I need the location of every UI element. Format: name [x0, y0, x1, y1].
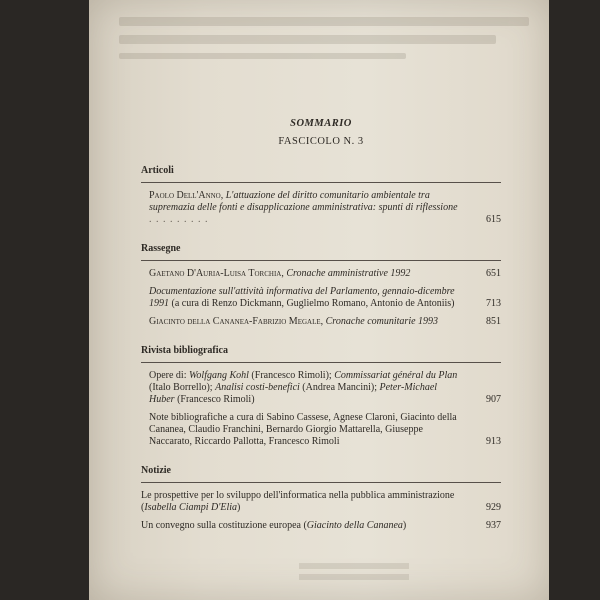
- entry-author: Giacinto della Cananea: [306, 520, 403, 531]
- list-item: Un convegno sulla costituzione europea (Giacinto della Cananea) 937: [141, 520, 501, 531]
- page-subtitle: FASCICOLO N. 3: [278, 136, 364, 147]
- entry-title: Cronache amministrative 1992: [286, 268, 411, 279]
- section-heading: Notizie: [141, 465, 171, 476]
- work-title: Wolfgang Kohl: [189, 370, 249, 381]
- entry-editors: (a cura di Renzo Dickmann, Guglielmo Romano, Antonio de Antoniis): [171, 298, 455, 309]
- list-item: [141, 286, 501, 310]
- entry-page: 651: [486, 268, 501, 279]
- section-rassegne: [141, 243, 501, 328]
- entry-page: 615: [486, 214, 501, 225]
- entry-title: Un convegno sulla costituzione europea: [141, 520, 301, 531]
- entry-title: L'attuazione del diritto comunitario ambientale tra supremazia delle fonti e disapplicazione amministrativa: spunti di riflessione: [149, 190, 458, 213]
- reviewer: (Francesco Rimoli);: [251, 370, 332, 381]
- section-articoli: [141, 165, 501, 226]
- entry-prefix: Opere di:: [149, 370, 187, 381]
- bleed-through-text: [119, 8, 529, 78]
- entry-page: 907: [486, 394, 501, 405]
- book-page: [89, 0, 549, 600]
- reviewer: (Francesco Rimoli): [177, 394, 255, 405]
- page-title: SOMMARIO: [290, 118, 352, 129]
- entry-title: Note bibliografiche a cura di Sabino Cassese, Agnese Claroni, Giacinto della Cananea, Claudio Franchini, Bernardo Giorgio Mattarella, Giuseppe Naccarato, Riccardo Pallotta, Francesco Rimoli: [149, 412, 457, 447]
- entry-page: 713: [486, 298, 501, 309]
- bleed-through-stamp: [299, 558, 409, 588]
- entry-title: Documentazione sull'attività informativa del Parlamento, gennaio-dicembre 1991: [149, 286, 455, 309]
- list-item: [141, 316, 501, 328]
- section-divider: [141, 182, 501, 183]
- section-heading: Articoli: [141, 165, 174, 176]
- entry-author: Giacinto della Cananea-Fabrizio Megale,: [149, 316, 324, 327]
- entry-page: 851: [486, 316, 501, 327]
- entry-page: 929: [486, 502, 501, 513]
- work-title: Analisi costi-benefici: [215, 382, 300, 393]
- entry-title: Le prospettive per lo sviluppo dell'informatica nella pubblica amministrazione: [141, 490, 455, 501]
- list-item: [141, 268, 501, 280]
- section-heading: Rassegne: [141, 243, 181, 254]
- entry-page: 937: [486, 520, 501, 531]
- section-notizie: [141, 465, 501, 532]
- work-title: Commissariat général du Plan: [334, 370, 458, 381]
- list-item: [141, 190, 501, 226]
- section-divider: [141, 362, 501, 363]
- work-title: Peter-Michael Huber: [149, 382, 438, 405]
- reviewer: (Andrea Mancini);: [302, 382, 377, 393]
- leader-dots: . . . . . . . . .: [149, 214, 209, 225]
- section-heading: Rivista bibliografica: [141, 345, 228, 356]
- entry-author: Isabella Ciampi D'Elia: [144, 502, 238, 513]
- list-item: Le prospettive per lo sviluppo dell'informatica nella pubblica amministrazione (Isabella Ciampi D'Elia) 929: [141, 490, 501, 513]
- section-rivista-bibliografica: [141, 345, 501, 448]
- table-of-contents: [141, 118, 501, 538]
- list-item: [141, 412, 501, 448]
- section-divider: [141, 260, 501, 261]
- list-item: [141, 370, 501, 406]
- entry-author: Paolo Dell'Anno,: [149, 190, 224, 201]
- entry-page: 913: [486, 436, 501, 447]
- reviewer: (Italo Borrello);: [149, 382, 213, 393]
- entry-title: Cronache comunitarie 1993: [325, 316, 439, 327]
- section-divider: [141, 482, 501, 483]
- entry-author: Gaetano D'Auria-Luisa Torchia,: [149, 268, 284, 279]
